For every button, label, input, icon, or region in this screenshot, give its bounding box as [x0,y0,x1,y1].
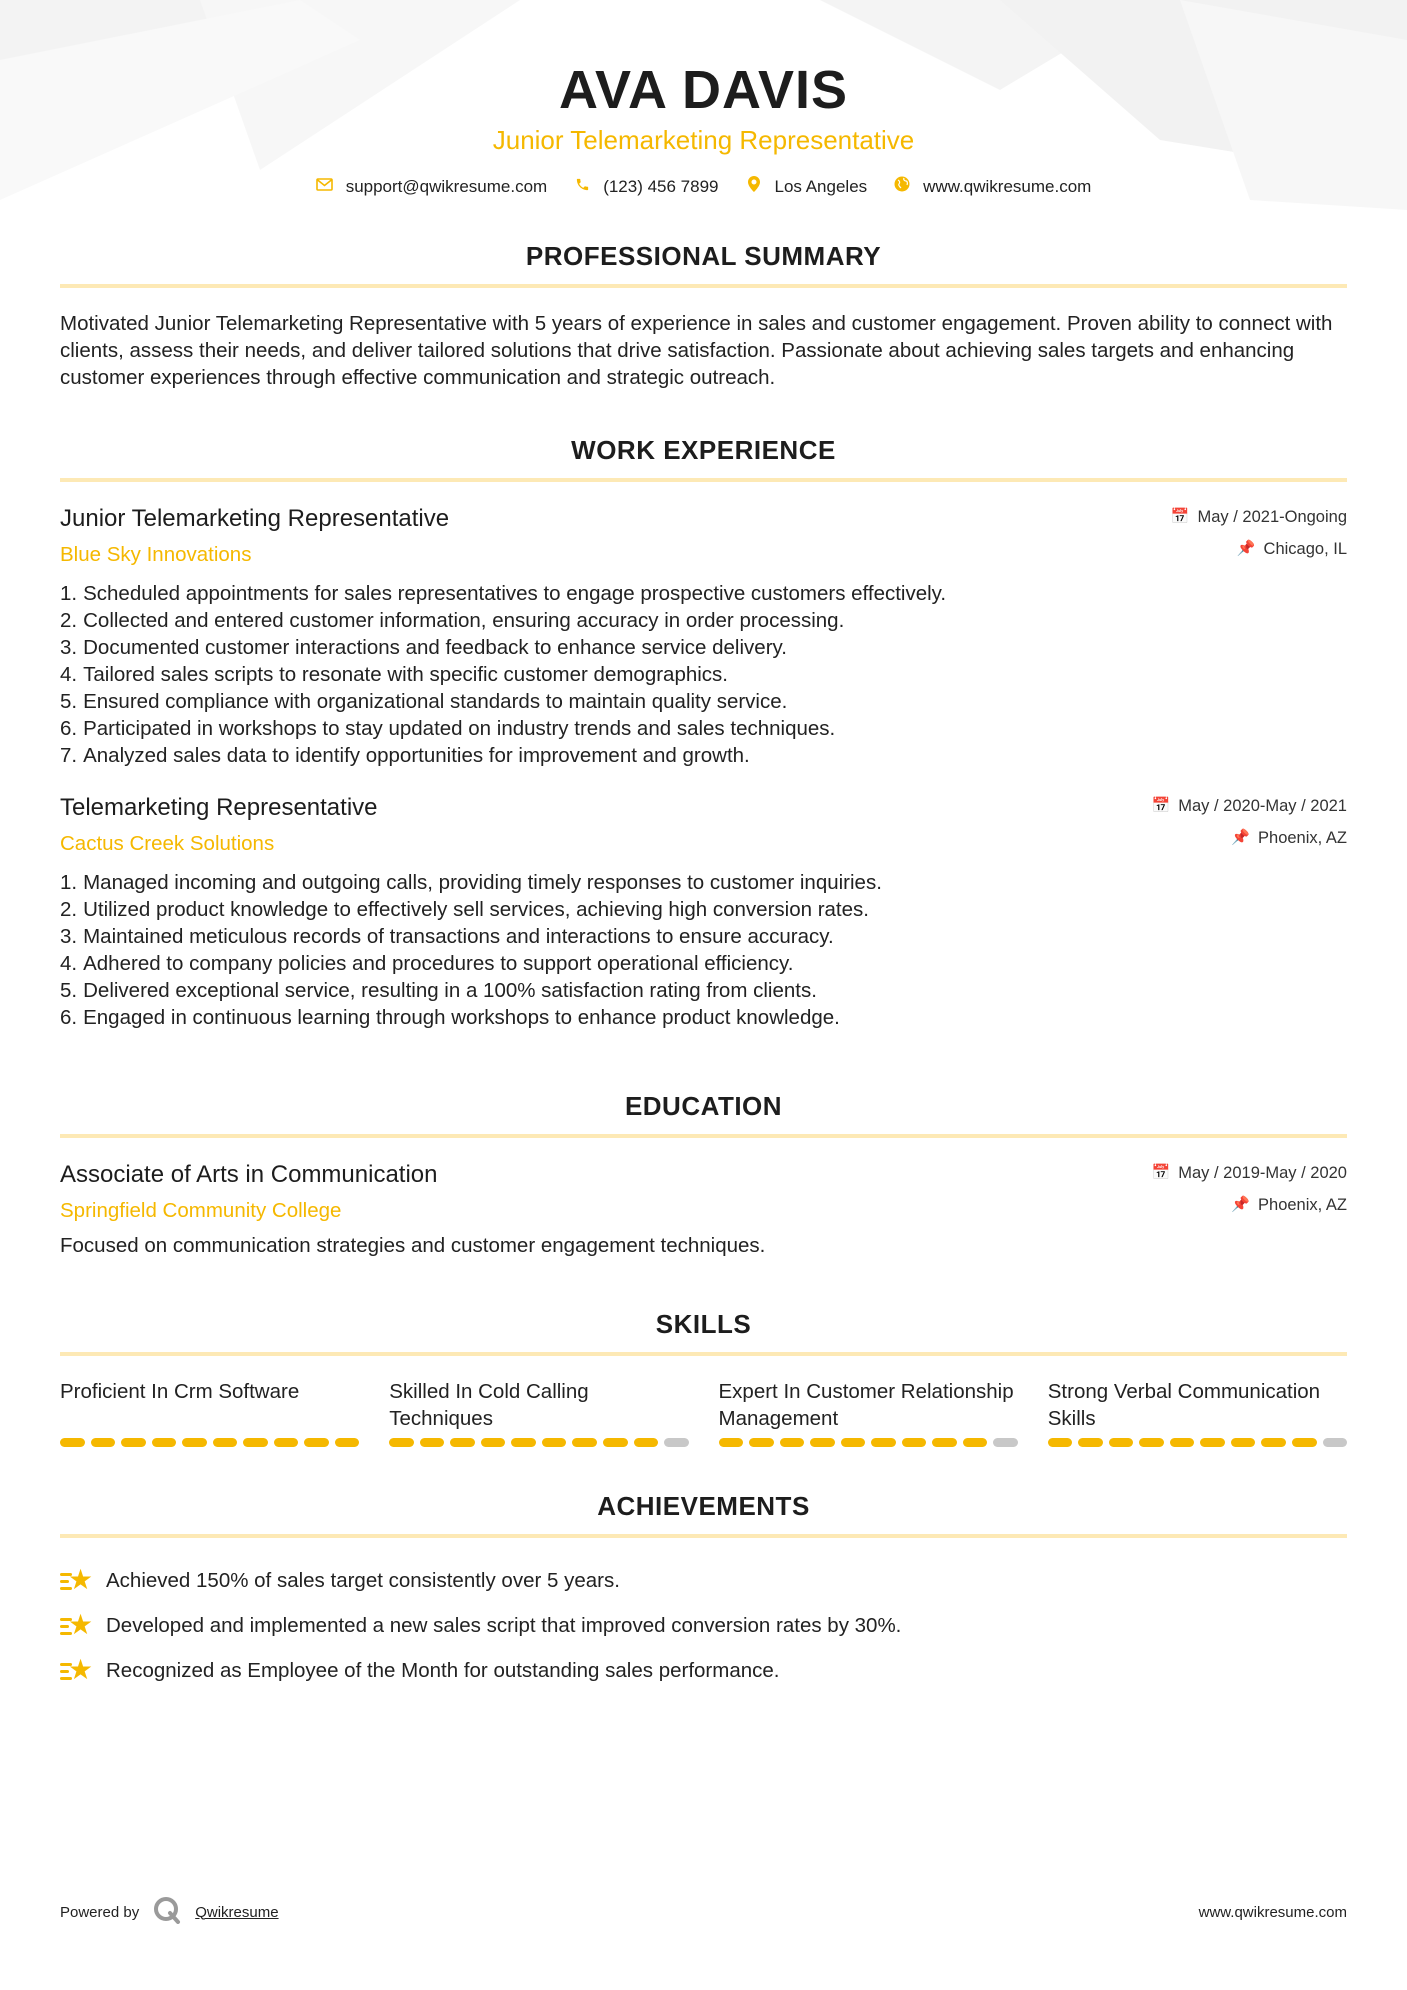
company-name: Cactus Creek Solutions [60,832,275,855]
skill-bar-segment [542,1438,567,1447]
star-icon: ★ [60,1567,92,1595]
calendar-icon: 📅 [1151,797,1171,814]
list-item: ★ Achieved 150% of sales target consistently over 5 years. [60,1558,1347,1603]
skill-item [389,1378,688,1447]
education-description: Focused on communication strategies and customer engagement techniques. [60,1234,766,1257]
map-pin-icon [745,176,763,197]
skill-bar-segment [481,1438,506,1447]
location-text: Los Angeles [774,176,868,196]
list-item: 6. Participated in workshops to stay updated on industry trends and sales techniques. [60,717,836,740]
list-item: 4. Adhered to company policies and procedures to support operational efficiency. [60,952,794,975]
education-location: Phoenix, AZ [1258,1196,1347,1214]
candidate-role: Junior Telemarketing Representative [492,125,915,155]
contact-email[interactable] [316,177,548,197]
skill-bar-segment [963,1438,988,1447]
skill-bar-segment [450,1438,475,1447]
job-date: May / 2021-Ongoing [1197,508,1347,526]
skill-bar-segment [1139,1438,1164,1447]
skill-bar-segment [603,1438,628,1447]
skill-rating-bar [60,1438,359,1447]
skill-bar-segment [719,1438,744,1447]
list-item: 5. Delivered exceptional service, resulting in a 100% satisfaction rating from clients. [60,979,817,1002]
list-item: 4. Tailored sales scripts to resonate with specific customer demographics. [60,663,728,686]
envelope-icon [316,178,334,196]
job-location: Chicago, IL [1263,540,1347,558]
summary-section-title: PROFESSIONAL SUMMARY [60,241,1347,288]
skill-bar-segment [871,1438,896,1447]
candidate-name: AVA DAVIS [558,60,849,120]
calendar-icon: 📅 [1151,1164,1171,1181]
phone-icon [573,177,591,197]
list-item: 1. Managed incoming and outgoing calls, providing timely responses to customer inquiries. [60,871,882,894]
skill-bar-segment [121,1438,146,1447]
skill-bar-segment [841,1438,866,1447]
job-title: Telemarketing Representative [60,794,378,821]
email-text: support@qwikresume.com [345,176,548,196]
skill-bar-segment [243,1438,268,1447]
skill-bar-segment [1323,1438,1348,1447]
skill-bar-segment [1109,1438,1134,1447]
list-item: 3. Documented customer interactions and feedback to enhance service delivery. [60,636,787,659]
skill-bar-segment [60,1438,85,1447]
list-item: ★ Developed and implemented a new sales script that improved conversion rates by 30%. [60,1603,1347,1648]
summary-text: Motivated Junior Telemarketing Representative with 5 years of experience in sales and customer engagement. Proven ability to connect with clients, assess their needs, and deliver tailored solutions that drive satisfaction. Passionate about achieving sales targets and enhancing customer experiences through effective communication and strategic outreach. [60,312,1333,389]
footer-website[interactable]: www.qwikresume.com [1198,1903,1347,1921]
experience-section-title: WORK EXPERIENCE [60,435,1347,482]
skill-name: Strong Verbal Communication Skills [1047,1380,1321,1430]
skills-grid [60,1378,1347,1447]
phone-text: (123) 456 7899 [603,176,719,196]
skill-bar-segment [1170,1438,1195,1447]
skill-item [60,1378,359,1447]
skill-rating-bar [1048,1438,1347,1447]
skills-section-title: SKILLS [60,1309,1347,1356]
skill-bar-segment [213,1438,238,1447]
skill-bar-segment [1048,1438,1073,1447]
skill-bar-segment [91,1438,116,1447]
skill-item [1048,1378,1347,1447]
contact-website[interactable] [893,176,1091,197]
globe-icon [893,176,911,197]
skill-bar-segment [1078,1438,1103,1447]
brand-link[interactable]: Qwikresume [195,1903,279,1921]
resume-header [0,0,1407,197]
list-item: 2. Collected and entered customer information, ensuring accuracy in order processing. [60,609,845,632]
skill-item [719,1378,1018,1447]
skill-name: Skilled In Cold Calling Techniques [389,1380,589,1430]
pushpin-icon: 📌 [1231,829,1251,846]
skill-bar-segment [780,1438,805,1447]
job-title: Junior Telemarketing Representative [60,505,450,532]
job-bullets [60,580,1347,769]
skill-bar-segment [993,1438,1018,1447]
skill-bar-segment [1200,1438,1225,1447]
skill-bar-segment [389,1438,414,1447]
qwikresume-logo-icon [153,1896,181,1928]
skill-bar-segment [902,1438,927,1447]
skill-bar-segment [335,1438,360,1447]
skill-bar-segment [511,1438,536,1447]
website-text: www.qwikresume.com [923,176,1092,196]
skill-bar-segment [810,1438,835,1447]
skill-bar-segment [749,1438,774,1447]
contact-bar [0,176,1407,197]
contact-location [745,176,868,197]
skill-name: Expert In Customer Relationship Management [718,1380,1014,1430]
education-entry [60,1160,1347,1259]
job-date: May / 2020-May / 2021 [1178,797,1347,815]
list-item: 3. Maintained meticulous records of transactions and interactions to ensure accuracy. [60,925,834,948]
job-location: Phoenix, AZ [1258,829,1347,847]
education-section-title: EDUCATION [60,1091,1347,1138]
skill-bar-segment [274,1438,299,1447]
skill-bar-segment [572,1438,597,1447]
job-entry [60,793,1347,1031]
skill-bar-segment [634,1438,659,1447]
degree-title: Associate of Arts in Communication [60,1161,438,1188]
company-name: Blue Sky Innovations [60,543,252,566]
star-icon: ★ [60,1657,92,1685]
contact-phone[interactable] [573,177,718,197]
skill-bar-segment [420,1438,445,1447]
achievements-section-title: ACHIEVEMENTS [60,1491,1347,1538]
skill-bar-segment [932,1438,957,1447]
list-item: 5. Ensured compliance with organizational standards to maintain quality service. [60,690,788,713]
powered-by-label: Powered by [60,1903,140,1921]
pushpin-icon: 📌 [1236,540,1256,557]
skill-rating-bar [389,1438,688,1447]
skill-bar-segment [152,1438,177,1447]
skill-bar-segment [1292,1438,1317,1447]
pushpin-icon: 📌 [1231,1196,1251,1213]
calendar-icon: 📅 [1170,508,1190,525]
skill-bar-segment [1261,1438,1286,1447]
skill-rating-bar [719,1438,1018,1447]
achievements-list [60,1558,1347,1693]
list-item: 6. Engaged in continuous learning through workshops to enhance product knowledge. [60,1006,840,1029]
star-icon: ★ [60,1612,92,1640]
job-bullets [60,869,1347,1031]
page-footer [60,1896,1347,1928]
list-item: 2. Utilized product knowledge to effectively sell services, achieving high conversion rates. [60,898,869,921]
school-name: Springfield Community College [60,1199,342,1222]
skill-bar-segment [1231,1438,1256,1447]
skill-bar-segment [664,1438,689,1447]
skill-bar-segment [304,1438,329,1447]
job-entry [60,504,1347,769]
skill-name: Proficient In Crm Software [60,1380,300,1403]
education-date: May / 2019-May / 2020 [1178,1164,1347,1182]
list-item: ★ Recognized as Employee of the Month for outstanding sales performance. [60,1648,1347,1693]
list-item: 1. Scheduled appointments for sales representatives to engage prospective customers effectively. [60,582,947,605]
list-item: 7. Analyzed sales data to identify opportunities for improvement and growth. [60,744,750,767]
skill-bar-segment [182,1438,207,1447]
